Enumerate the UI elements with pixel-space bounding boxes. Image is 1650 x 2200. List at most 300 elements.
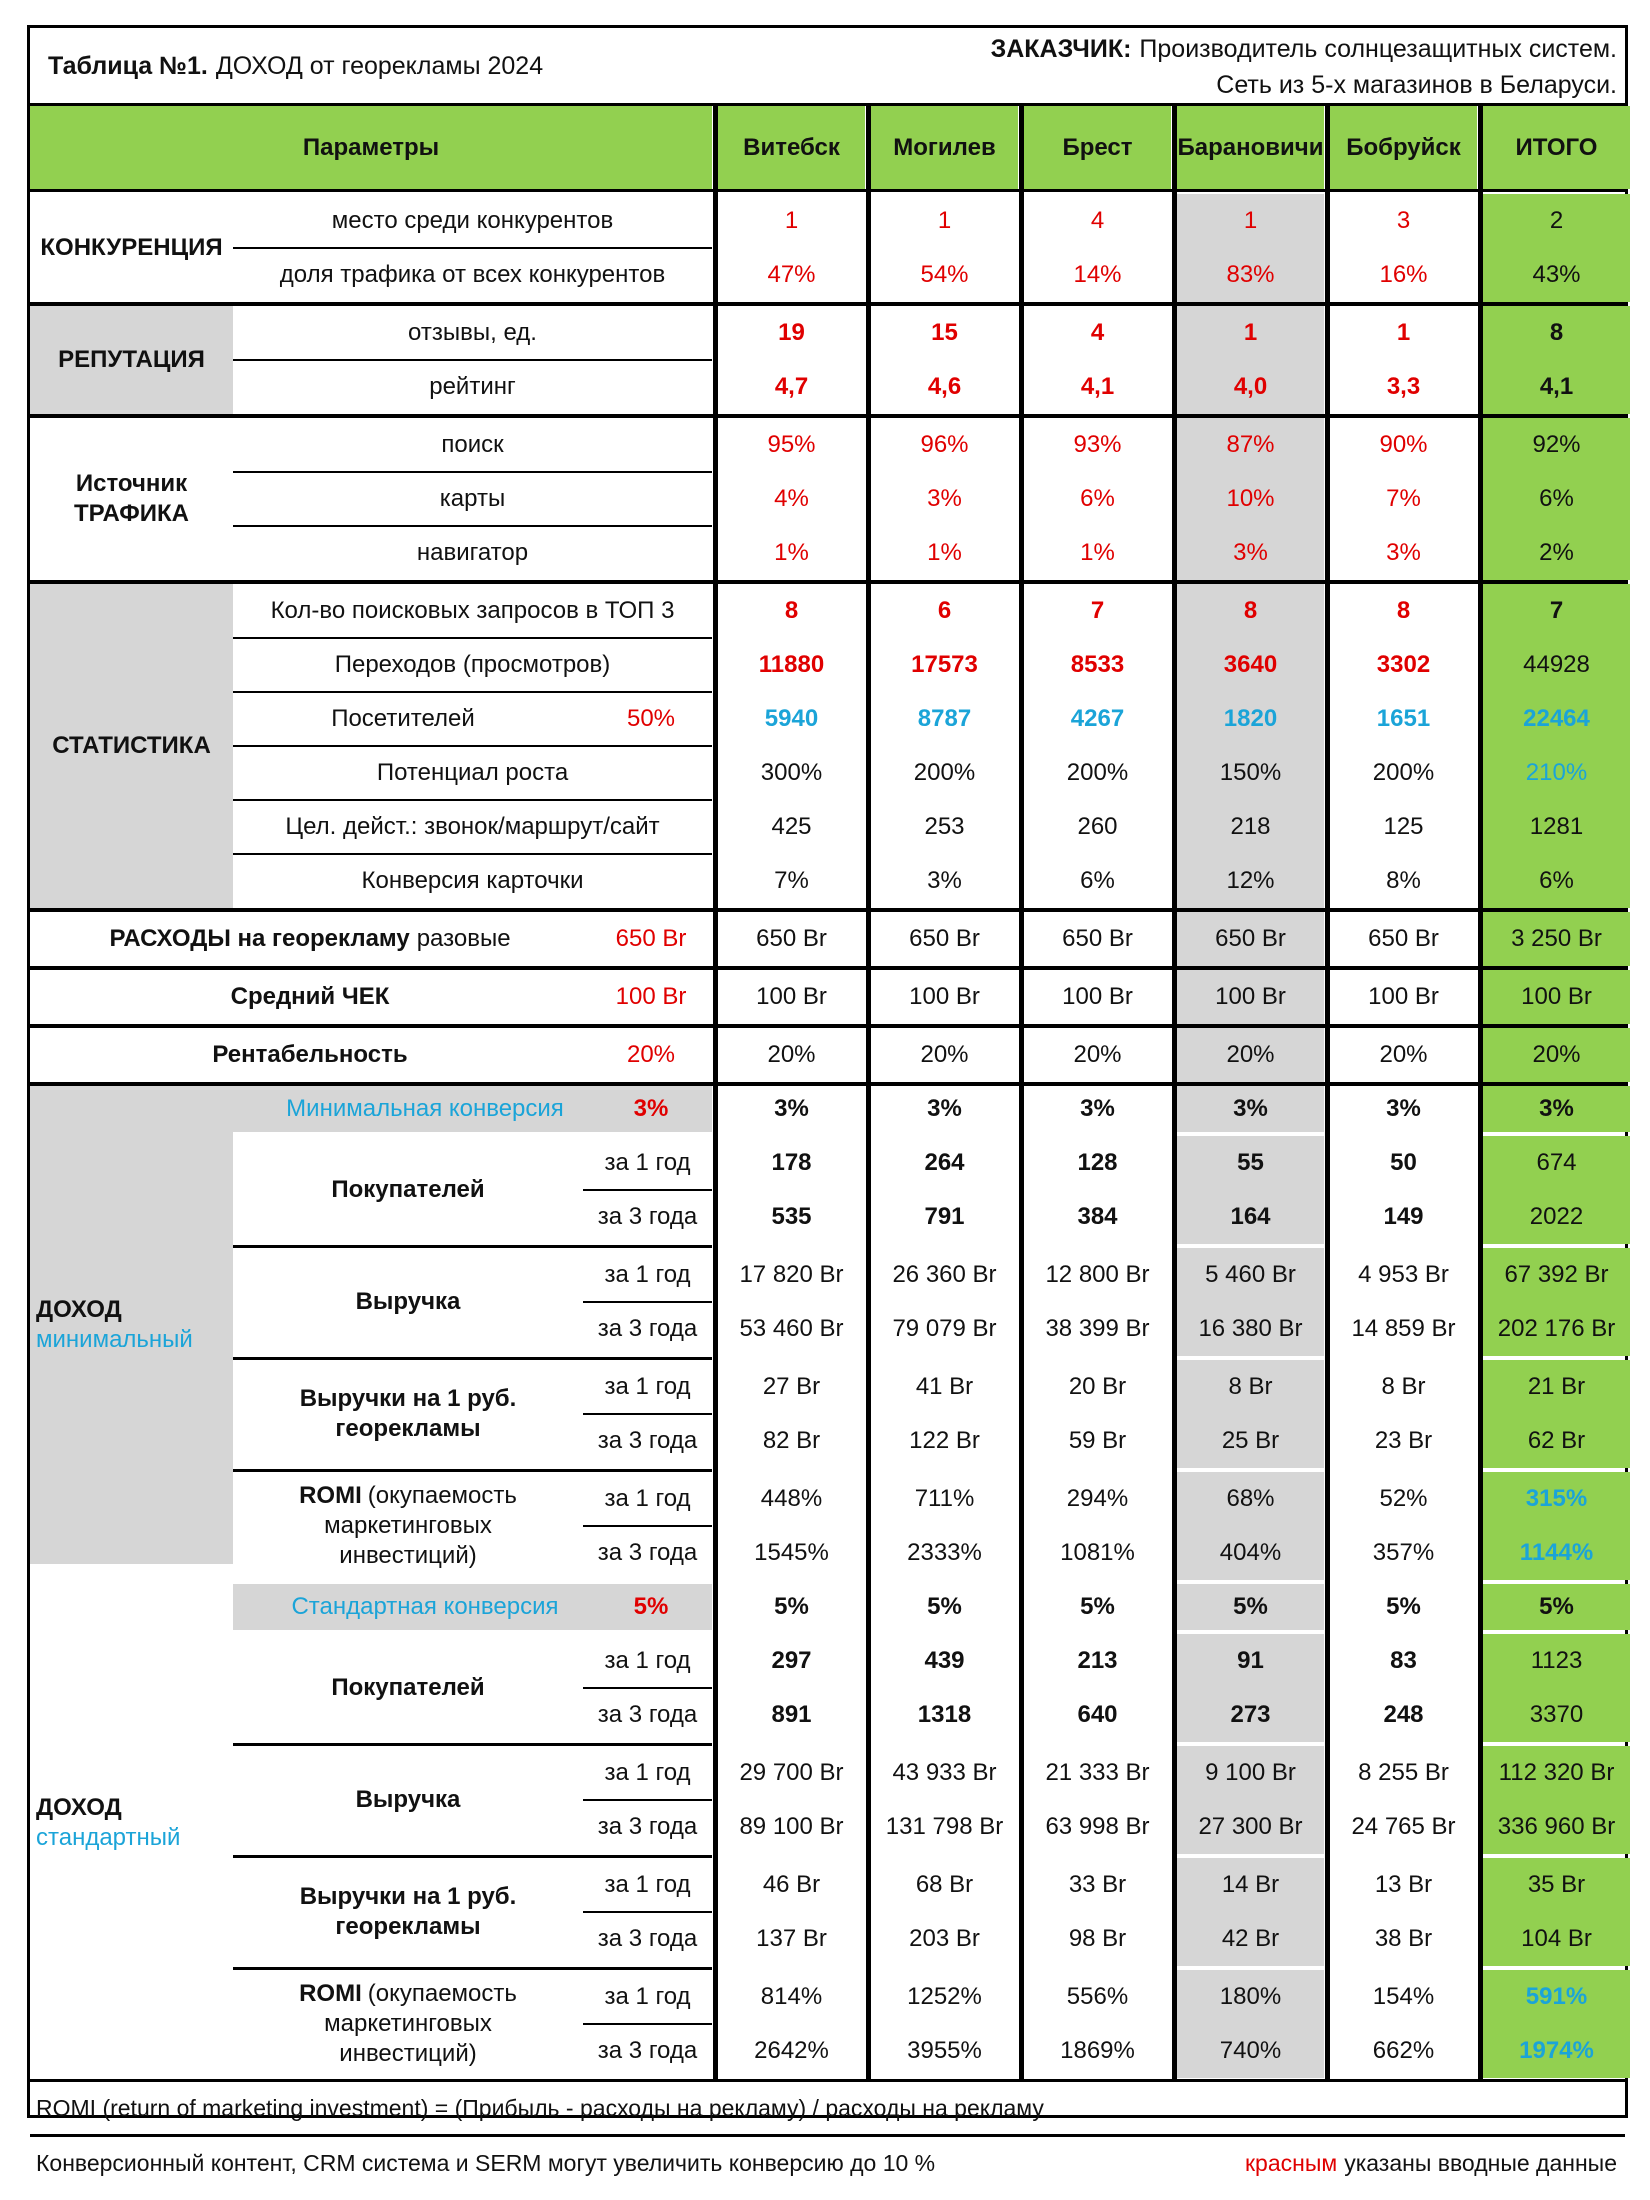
income-min-romi-line-3: инвестиций): [339, 1542, 477, 1569]
income-std-romi-line-3: инвестиций): [339, 2040, 477, 2067]
income-min-buyers-1-1: 264: [924, 1149, 965, 1176]
income-min-buyers-3-total: 2022: [1483, 1190, 1630, 1244]
grid-line: [583, 1189, 712, 1191]
income-min-label-1: ДОХОД: [36, 1296, 122, 1323]
income-std-per_rub-1-0: 46 Br: [762, 1871, 821, 1898]
label-cardconv: Конверсия карточки: [361, 867, 584, 894]
actions-total: 1281: [1483, 800, 1630, 854]
views-0: 11880: [758, 651, 825, 678]
costs-3: 650 Br: [1177, 912, 1324, 966]
grid-line: [233, 359, 712, 361]
income-std-label: [36, 1584, 233, 2062]
growth-2: 200%: [1066, 759, 1129, 786]
income-min-revenue-1-0: 17 820 Br: [739, 1261, 844, 1288]
income-min-conv-param: 3%: [633, 1095, 669, 1122]
group-competition: КОНКУРЕНЦИЯ: [40, 234, 223, 261]
grid-line: [583, 1525, 712, 1527]
income-std-romi-3-0: 2642%: [754, 2037, 829, 2064]
footer-formula: ROMI (return of marketing investment) = (Прибыль - расходы на рекламу) / расходы на рекламу: [36, 2094, 1044, 2121]
income-min-romi-3-3: 404%: [1177, 1526, 1324, 1580]
header-city-3: Барановичи: [1177, 106, 1324, 189]
visitors-4: 1651: [1376, 705, 1431, 732]
navigator-total: 2%: [1483, 526, 1630, 580]
growth-1: 200%: [913, 759, 976, 786]
income-min-romi-rest: (окупаемость: [367, 1482, 517, 1509]
header-city-1: Могилев: [871, 106, 1018, 189]
profit-0: 20%: [767, 1041, 816, 1068]
income-std-per_rub-label-2: георекламы: [335, 1913, 481, 1940]
income-std-revenue-3-total: 336 960 Br: [1483, 1800, 1630, 1854]
actions-3: 218: [1177, 800, 1324, 854]
growth-3: 150%: [1177, 746, 1324, 800]
income-std-buyers-label: [233, 1634, 583, 1742]
income-min-buyers-3-0: 535: [771, 1203, 812, 1230]
legend-red-word: красным: [1244, 2149, 1338, 2176]
income-min-conv-total: 3%: [1483, 1086, 1630, 1132]
income-min-per_rub-1-0: 27 Br: [762, 1373, 821, 1400]
header-city-2: Брест: [1024, 106, 1171, 189]
group-stats: СТАТИСТИКА: [52, 732, 211, 759]
label-visitors: Посетителей: [331, 705, 475, 732]
profit-1: 20%: [920, 1041, 969, 1068]
grid-line: [233, 691, 712, 693]
income-std-romi-1-total: 591%: [1483, 1970, 1630, 2024]
income-std-revenue-3-2: 63 998 Br: [1045, 1813, 1150, 1840]
client-line-1: [790, 32, 1625, 68]
income-min-romi-3-2: 1081%: [1060, 1539, 1135, 1566]
income-std-romi-rest: (окупаемость: [367, 1980, 517, 2007]
share-0: 47%: [767, 261, 816, 288]
income-min-conv-label: Минимальная конверсия: [286, 1095, 564, 1122]
income-std-romi-3-2: 1869%: [1060, 2037, 1135, 2064]
income-min-revenue-label: [233, 1248, 583, 1356]
income-std-buyers-1-2: 213: [1077, 1647, 1118, 1674]
income-min-per_rub-label-2: георекламы: [335, 1415, 481, 1442]
income-min-buyers-label-1: Покупателей: [331, 1176, 485, 1203]
costs-total: 3 250 Br: [1483, 912, 1630, 966]
rating-total: 4,1: [1483, 360, 1630, 414]
income-min-per_rub-1-4: 8 Br: [1381, 1373, 1426, 1400]
share-3: 83%: [1177, 248, 1324, 302]
rating-1: 4,6: [927, 373, 962, 400]
income-std-per_rub-3-0: 137 Br: [756, 1925, 827, 1952]
place-1: 1: [937, 207, 952, 234]
income-std-revenue-label: [233, 1746, 583, 1854]
income-min-romi-3-4: 357%: [1372, 1539, 1435, 1566]
income-std-revenue-1-period: за 1 год: [604, 1759, 691, 1786]
param-profit: 20%: [626, 1041, 676, 1068]
income-min-romi-1-1: 711%: [914, 1485, 975, 1512]
income-std-per_rub-label-1: Выручки на 1 руб.: [299, 1883, 517, 1910]
income-std-conv-1: 5%: [927, 1593, 962, 1620]
rating-0: 4,7: [774, 373, 809, 400]
income-std-per_rub-3-4: 38 Br: [1374, 1925, 1433, 1952]
income-min-buyers-3-4: 149: [1383, 1203, 1424, 1230]
profit-total: 20%: [1483, 1028, 1630, 1082]
views-4: 3302: [1376, 651, 1431, 678]
income-min-romi-line-2: маркетинговых: [324, 1512, 492, 1539]
place-total: 2: [1483, 194, 1630, 248]
income-std-conv-0: 5%: [774, 1593, 809, 1620]
grid-line: [30, 414, 1625, 418]
income-min-buyers-1-total: 674: [1483, 1136, 1630, 1190]
grid-line: [30, 966, 1625, 970]
income-min-romi-1-total: 315%: [1483, 1472, 1630, 1526]
income-std-conv-param: 5%: [633, 1593, 669, 1620]
navigator-1: 1%: [927, 539, 962, 566]
share-total: 43%: [1483, 248, 1630, 302]
header-params: Параметры: [302, 133, 440, 161]
group-traffic-line-2: ТРАФИКА: [73, 500, 189, 527]
grid-line: [30, 103, 1625, 106]
table-number: Таблица №1.: [48, 52, 208, 81]
income-min-conv-0: 3%: [774, 1095, 809, 1122]
grid-line: [713, 106, 718, 2082]
income-min-buyers-1-2: 128: [1077, 1149, 1118, 1176]
reviews-4: 1: [1396, 319, 1411, 346]
legend-rest: указаны вводные данные: [1344, 2149, 1617, 2176]
income-std-buyers-3-0: 891: [771, 1701, 812, 1728]
income-std-conv-3: 5%: [1177, 1584, 1324, 1630]
income-min-per_rub-label-1: Выручки на 1 руб.: [299, 1385, 517, 1412]
navigator-2: 1%: [1080, 539, 1115, 566]
header-city-4: Бобруйск: [1330, 106, 1477, 189]
visitors-total: 22464: [1483, 692, 1630, 746]
label-navigator: навигатор: [416, 539, 529, 566]
income-std-buyers-3-1: 1318: [917, 1701, 972, 1728]
client-text: Производитель солнцезащитных систем.: [1139, 35, 1617, 64]
income-min-per_rub-3-4: 23 Br: [1374, 1427, 1433, 1454]
costs-0: 650 Br: [756, 925, 827, 952]
share-4: 16%: [1379, 261, 1428, 288]
place-3: 1: [1177, 194, 1324, 248]
income-min-revenue-3-4: 14 859 Br: [1351, 1315, 1456, 1342]
check-total: 100 Br: [1483, 970, 1630, 1024]
grid-line: [30, 1082, 1625, 1086]
income-std-buyers-1-1: 439: [924, 1647, 965, 1674]
views-1: 17573: [911, 651, 978, 678]
income-min-revenue-3-1: 79 079 Br: [892, 1315, 997, 1342]
share-2: 14%: [1073, 261, 1122, 288]
income-std-per_rub-3-2: 98 Br: [1068, 1925, 1127, 1952]
cardconv-1: 3%: [927, 867, 962, 894]
title-text: ДОХОД от георекламы 2024: [215, 52, 544, 81]
actions-1: 253: [924, 813, 965, 840]
income-min-per_rub-3-3: 25 Br: [1177, 1414, 1324, 1468]
income-std-conv-2: 5%: [1080, 1593, 1115, 1620]
place-2: 4: [1090, 207, 1105, 234]
income-min-romi-3-total: 1144%: [1483, 1526, 1630, 1580]
grid-line: [30, 189, 1625, 192]
maps-4: 7%: [1386, 485, 1421, 512]
income-min-conv-1: 3%: [927, 1095, 962, 1122]
income-std-romi-3-total: 1974%: [1483, 2024, 1630, 2078]
income-std-romi-1-2: 556%: [1066, 1983, 1129, 2010]
actions-0: 425: [771, 813, 812, 840]
income-min-revenue-1-1: 26 360 Br: [892, 1261, 997, 1288]
income-std-label-2: стандартный: [36, 1824, 181, 1851]
income-std-romi-1-0: 814%: [760, 1983, 823, 2010]
search-1: 96%: [920, 431, 969, 458]
maps-0: 4%: [774, 485, 809, 512]
grid-line: [233, 525, 712, 527]
costs-1: 650 Br: [909, 925, 980, 952]
check-4: 100 Br: [1368, 983, 1439, 1010]
income-std-revenue-3-3: 27 300 Br: [1177, 1800, 1324, 1854]
income-std-romi-3-period: за 3 года: [597, 2037, 698, 2064]
income-std-revenue-1-2: 21 333 Br: [1045, 1759, 1150, 1786]
grid-line: [583, 1413, 712, 1415]
label-rating: рейтинг: [429, 373, 516, 400]
income-min-per_rub-3-period: за 3 года: [597, 1427, 698, 1454]
income-std-romi-label: [233, 1970, 583, 2078]
label-maps: карты: [439, 485, 506, 512]
label-top3: Кол-во поисковых запросов в ТОП 3: [270, 597, 675, 624]
income-min-romi-3-0: 1545%: [754, 1539, 829, 1566]
footer-note: Конверсионный контент, CRM система и SERM могут увеличить конверсию до 10 %: [36, 2149, 936, 2176]
top3-2: 7: [1090, 597, 1105, 624]
visitors-1: 8787: [917, 705, 972, 732]
income-std-romi-3-3: 740%: [1177, 2024, 1324, 2078]
label-check: Средний ЧЕК: [230, 983, 390, 1010]
grid-line: [233, 853, 712, 855]
income-std-revenue-3-4: 24 765 Br: [1351, 1813, 1456, 1840]
navigator-4: 3%: [1386, 539, 1421, 566]
income-std-per_rub-3-total: 104 Br: [1483, 1912, 1630, 1966]
search-4: 90%: [1379, 431, 1428, 458]
maps-3: 10%: [1177, 472, 1324, 526]
income-min-revenue-1-total: 67 392 Br: [1483, 1248, 1630, 1302]
grid-line: [583, 1911, 712, 1913]
income-std-buyers-1-4: 83: [1390, 1647, 1417, 1674]
income-std-buyers-1-period: за 1 год: [604, 1647, 691, 1674]
header-city-0: Витебск: [718, 106, 865, 189]
place-4: 3: [1396, 207, 1411, 234]
income-min-buyers-3-2: 384: [1077, 1203, 1118, 1230]
cardconv-4: 8%: [1386, 867, 1421, 894]
label-growth: Потенциал роста: [376, 759, 569, 786]
check-1: 100 Br: [909, 983, 980, 1010]
income-std-buyers-3-2: 640: [1077, 1701, 1118, 1728]
label-reviews: отзывы, ед.: [408, 319, 537, 346]
income-std-buyers-3-total: 3370: [1483, 1688, 1630, 1742]
reviews-0: 19: [778, 319, 805, 346]
navigator-3: 3%: [1177, 526, 1324, 580]
income-min-romi-1-period: за 1 год: [604, 1485, 691, 1512]
grid-line: [30, 2079, 1625, 2082]
income-min-conv-2: 3%: [1080, 1095, 1115, 1122]
income-min-per_rub-1-total: 21 Br: [1483, 1360, 1630, 1414]
grid-line: [583, 1687, 712, 1689]
income-std-romi-1-period: за 1 год: [604, 1983, 691, 2010]
param-check: 100 Br: [615, 983, 687, 1010]
grid-line: [1172, 106, 1177, 2082]
income-min-per_rub-3-1: 122 Br: [909, 1427, 980, 1454]
profit-2: 20%: [1073, 1041, 1122, 1068]
search-0: 95%: [767, 431, 816, 458]
cardconv-0: 7%: [774, 867, 809, 894]
label-profit: Рентабельность: [212, 1041, 408, 1068]
costs-2: 650 Br: [1062, 925, 1133, 952]
top3-0: 8: [784, 597, 799, 624]
income-std-romi-1-3: 180%: [1177, 1970, 1324, 2024]
income-std-label-1: ДОХОД: [36, 1794, 122, 1821]
label-search: поиск: [441, 431, 504, 458]
income-std-revenue-3-1: 131 798 Br: [885, 1813, 1004, 1840]
income-std-per_rub-1-1: 68 Br: [915, 1871, 974, 1898]
grid-line: [866, 106, 871, 2082]
income-min-buyers-1-4: 50: [1390, 1149, 1417, 1176]
rating-3: 4,0: [1177, 360, 1324, 414]
rating-4: 3,3: [1386, 373, 1421, 400]
income-min-buyers-3-period: за 3 года: [597, 1203, 698, 1230]
income-std-romi-3-4: 662%: [1372, 2037, 1435, 2064]
header-total: ИТОГО: [1483, 106, 1630, 189]
param-costs: 650 Br: [615, 925, 687, 952]
income-std-per_rub-1-3: 14 Br: [1177, 1858, 1324, 1912]
income-min-per_rub-3-0: 82 Br: [762, 1427, 821, 1454]
label-share: доля трафика от всех конкурентов: [279, 261, 666, 288]
income-min-romi-bold: ROMI: [299, 1482, 362, 1509]
income-min-revenue-label-1: Выручка: [355, 1288, 461, 1315]
income-min-romi-1-4: 52%: [1379, 1485, 1428, 1512]
income-min-per_rub-1-2: 20 Br: [1068, 1373, 1127, 1400]
search-2: 93%: [1073, 431, 1122, 458]
income-min-buyers-1-3: 55: [1177, 1136, 1324, 1190]
visitors-2: 4267: [1070, 705, 1125, 732]
income-std-revenue-label-1: Выручка: [355, 1786, 461, 1813]
profit-3: 20%: [1177, 1028, 1324, 1082]
client-line-2: Сеть из 5-х магазинов в Беларуси.: [1216, 71, 1617, 100]
grid-line: [30, 908, 1625, 912]
income-std-revenue-3-0: 89 100 Br: [739, 1813, 844, 1840]
income-std-per_rub-1-2: 33 Br: [1068, 1871, 1127, 1898]
group-reputation: РЕПУТАЦИЯ: [58, 346, 205, 373]
views-2: 8533: [1070, 651, 1125, 678]
income-std-revenue-1-4: 8 255 Br: [1358, 1759, 1449, 1786]
income-std-revenue-1-3: 9 100 Br: [1177, 1746, 1324, 1800]
cardconv-2: 6%: [1080, 867, 1115, 894]
income-std-romi-3-1: 3955%: [907, 2037, 982, 2064]
grid-line: [233, 247, 712, 249]
income-std-per_rub-1-period: за 1 год: [604, 1871, 691, 1898]
income-std-romi-bold: ROMI: [299, 1980, 362, 2007]
income-min-buyers-1-0: 178: [771, 1149, 812, 1176]
visitors-3: 1820: [1177, 692, 1324, 746]
grid-line: [30, 580, 1625, 584]
income-min-label: [36, 1086, 233, 1564]
income-min-revenue-1-period: за 1 год: [604, 1261, 691, 1288]
costs-label-bold: РАСХОДЫ на георекламу: [109, 925, 410, 952]
costs-label-rest: разовые: [416, 925, 511, 952]
income-min-revenue-3-3: 16 380 Br: [1177, 1302, 1324, 1356]
income-min-conv-4: 3%: [1386, 1095, 1421, 1122]
maps-total: 6%: [1483, 472, 1630, 526]
client-label: ЗАКАЗЧИК:: [990, 35, 1132, 64]
income-std-romi-line-2: маркетинговых: [324, 2010, 492, 2037]
income-std-romi-1-4: 154%: [1372, 1983, 1435, 2010]
top3-4: 8: [1396, 597, 1411, 624]
grid-line: [30, 302, 1625, 306]
grid-line: [233, 637, 712, 639]
income-table: [27, 25, 1628, 2176]
income-std-revenue-3-period: за 3 года: [597, 1813, 698, 1840]
income-min-buyers-3-3: 164: [1177, 1190, 1324, 1244]
rating-2: 4,1: [1080, 373, 1115, 400]
cardconv-3: 12%: [1177, 854, 1324, 908]
grid-line: [233, 799, 712, 801]
income-min-revenue-3-total: 202 176 Br: [1483, 1302, 1630, 1356]
grid-line: [583, 2023, 712, 2025]
grid-line: [583, 1301, 712, 1303]
income-min-buyers-3-1: 791: [924, 1203, 965, 1230]
income-min-revenue-3-period: за 3 года: [597, 1315, 698, 1342]
income-std-buyers-3-4: 248: [1383, 1701, 1424, 1728]
income-min-revenue-1-2: 12 800 Br: [1045, 1261, 1150, 1288]
income-min-per_rub-3-total: 62 Br: [1483, 1414, 1630, 1468]
grid-line: [1478, 106, 1483, 2082]
income-min-romi-1-3: 68%: [1177, 1472, 1324, 1526]
grid-line: [233, 471, 712, 473]
income-std-per_rub-label: [233, 1858, 583, 1966]
search-total: 92%: [1483, 418, 1630, 472]
income-std-per_rub-1-total: 35 Br: [1483, 1858, 1630, 1912]
top3-3: 8: [1177, 584, 1324, 638]
footer-legend: [1130, 2137, 1625, 2189]
share-1: 54%: [920, 261, 969, 288]
grid-line: [583, 1799, 712, 1801]
income-min-romi-1-2: 294%: [1066, 1485, 1129, 1512]
income-min-conv-3: 3%: [1177, 1086, 1324, 1132]
income-std-conv-4: 5%: [1386, 1593, 1421, 1620]
income-min-buyers-1-period: за 1 год: [604, 1149, 691, 1176]
income-min-romi-label: [233, 1472, 583, 1580]
income-min-per_rub-3-2: 59 Br: [1068, 1427, 1127, 1454]
views-3: 3640: [1177, 638, 1324, 692]
income-min-revenue-3-0: 53 460 Br: [739, 1315, 844, 1342]
reviews-total: 8: [1483, 306, 1630, 360]
reviews-1: 15: [931, 319, 958, 346]
income-std-per_rub-3-1: 203 Br: [909, 1925, 980, 1952]
income-std-buyers-3-period: за 3 года: [597, 1701, 698, 1728]
income-min-per_rub-1-1: 41 Br: [915, 1373, 974, 1400]
income-min-label-2: минимальный: [36, 1326, 193, 1353]
income-std-buyers-3-3: 273: [1177, 1688, 1324, 1742]
income-min-romi-1-0: 448%: [760, 1485, 823, 1512]
check-3: 100 Br: [1177, 970, 1324, 1024]
growth-4: 200%: [1372, 759, 1435, 786]
actions-2: 260: [1077, 813, 1118, 840]
income-std-conv-label: Стандартная конверсия: [291, 1593, 559, 1620]
reviews-3: 1: [1177, 306, 1324, 360]
income-min-per_rub-1-period: за 1 год: [604, 1373, 691, 1400]
grid-line: [1019, 106, 1024, 2082]
search-3: 87%: [1177, 418, 1324, 472]
income-min-revenue-1-4: 4 953 Br: [1358, 1261, 1449, 1288]
group-traffic: [30, 418, 233, 580]
cardconv-total: 6%: [1483, 854, 1630, 908]
income-std-buyers-1-0: 297: [771, 1647, 812, 1674]
growth-0: 300%: [760, 759, 823, 786]
income-min-per_rub-label: [233, 1360, 583, 1468]
reviews-2: 4: [1090, 319, 1105, 346]
income-std-revenue-1-1: 43 933 Br: [892, 1759, 997, 1786]
views-total: 44928: [1483, 638, 1630, 692]
income-std-per_rub-1-4: 13 Br: [1374, 1871, 1433, 1898]
income-min-romi-3-period: за 3 года: [597, 1539, 698, 1566]
income-std-romi-1-1: 1252%: [907, 1983, 982, 2010]
income-std-buyers-1-total: 1123: [1483, 1634, 1630, 1688]
